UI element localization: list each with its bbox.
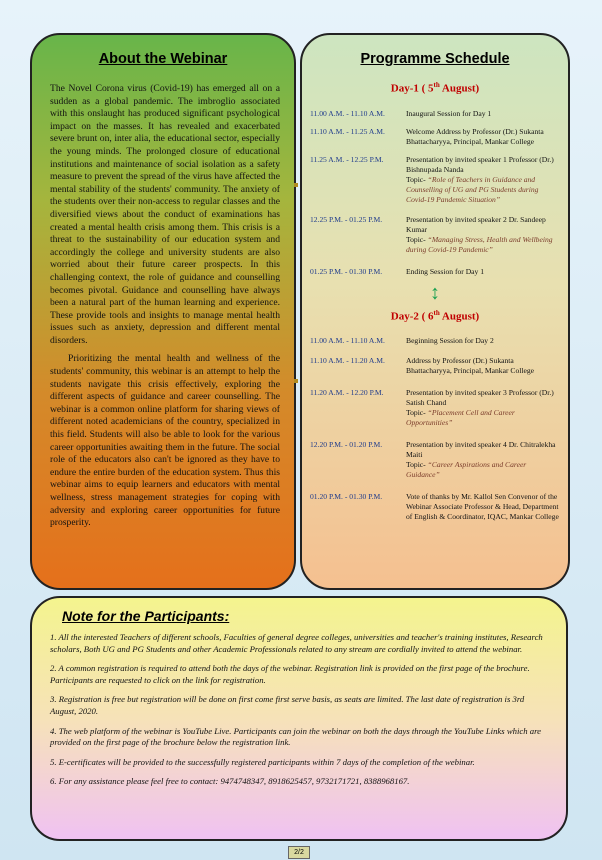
schedule-time: 11.10 A.M. - 11.20 A.M.: [310, 356, 385, 366]
note-item: 3. Registration is free but registration will be done on first come first serve basis, as seats are limited. The last date of registration is 3rd August, 2020.: [50, 694, 525, 716]
schedule-description: [406, 127, 560, 147]
note-item: 5. E-certificates will be provided to the successfully registered participants within 7 days of the completion of the webinar.: [50, 756, 475, 767]
double-arrow-icon: ↕: [430, 281, 440, 304]
schedule-description: [406, 388, 560, 428]
session-text: Ending Session for Day 1: [406, 266, 485, 276]
note-item: 2. A common registration is required to attend both the days of the webinar. Registration link is provided on the first page of the brochure. Participants are requested to click on the link for registration.: [50, 663, 530, 685]
topic-label: Topic-: [406, 408, 428, 418]
schedule-description: [406, 336, 494, 346]
topic-title: “Placement Cell and Career Opportunities”: [406, 408, 515, 428]
notes-title: Note for the Participants:: [62, 608, 230, 624]
session-text: Welcome Address by Professor (Dr.) Sukanta Bhattacharyya, Principal, Mankar College: [406, 126, 544, 146]
schedule-row: [310, 492, 560, 522]
schedule-description: [406, 267, 484, 277]
schedule-time: 11.00 A.M. - 11.10 A.M.: [310, 108, 385, 118]
session-text: Address by Professor (Dr.) Sukanta Bhattacharyya, Principal, Mankar College: [406, 356, 534, 376]
schedule-time: 12.20 P.M. - 01.20 P.M.: [310, 440, 383, 450]
notes-list: [32, 632, 566, 788]
topic-title: “Managing Stress, Health and Wellbeing during Covid-19 Pandemic”: [406, 234, 553, 254]
schedule-time: 11.25 A.M. - 12.25 P.M.: [310, 154, 384, 164]
schedule-row: [310, 155, 560, 205]
day1-heading: Day-1 ( 5th August): [390, 81, 480, 95]
schedule-time: 11.20 A.M. - 12.20 P.M.: [310, 388, 384, 398]
schedule-description: [406, 109, 491, 119]
about-paragraph-2: Prioritizing the mental health and wellness of the students' community, this webinar is an attempt to help the students navigate this crisis effectively, exploring the different aspects of guidance and career counselling. The webinar is a common online platform for sharing views of different noted academicians of the country, specialized in this field. Students will also be able to look for the various career opportunities awaiting them in the future. The social role of the educators also can't be ignored as they have to endure the entire burden of the education system. Thus this webinar aims to equip learners and educators with mental wellness, stress management strategies for coping with adversity and exploring career opportunities for future prosperity.: [50, 353, 280, 529]
schedule-title: Programme Schedule: [360, 51, 510, 67]
note-item: 6. For any assistance please feel free to contact: 9474748347, 8918625457, 9732171721, 8388968167.: [50, 776, 410, 787]
page-number: 2/2: [288, 846, 310, 859]
schedule-row: [310, 267, 560, 277]
participants-note-panel: [30, 596, 568, 841]
day2-schedule-list: [302, 336, 568, 522]
schedule-time: 01.25 P.M. - 01.30 P.M.: [310, 266, 383, 276]
session-text: Presentation by invited speaker 4 Dr. Chitralekha Maiti: [406, 440, 556, 460]
schedule-row: [310, 215, 560, 255]
topic-label: Topic-: [406, 234, 428, 244]
schedule-row: [310, 388, 560, 428]
topic-title: “Role of Teachers in Guidance and Counselling of UG and PG Students during Covid-19 Pandemic Situation”: [406, 174, 539, 204]
schedule-description: [406, 440, 560, 480]
schedule-description: [406, 215, 560, 255]
session-text: Inaugural Session for Day 1: [406, 108, 492, 118]
schedule-description: [406, 356, 560, 376]
session-text: Vote of thanks by Mr. Kallol Sen Convenor of the Webinar Associate Professor & Head, Department of English & Coordinator, IQAC, Mankar College: [406, 492, 559, 522]
session-text: Presentation by invited speaker 3 Professor (Dr.) Satish Chand: [406, 388, 554, 408]
about-title: About the Webinar: [98, 51, 228, 67]
note-item: 1. All the interested Teachers of different schools, Faculties of general degree colleges, universities and teacher's training institutes, Research scholars, Both UG and PG Students and other Academic Professionals related to any stream are cordially invited to attend the webinar.: [50, 632, 543, 654]
about-paragraph-1: The Novel Corona virus (Covid-19) has emerged all on a sudden as a global pandemic. The imbroglio associated with this onslaught has produced significant psychological impact on the masses. It has revealed and exacerbated severe brunt on, inter alia, the educational sector, especially the young minds. The prolonged closure of educational institutions and maintenance of social isolation as a safety measure to prevent the spread of the virus have affected the mental stability of the students' community. The anxiety of the students over their non-access to regular classes and the diversified views about the conduct of examinations has created a mental health crisis among them. This crisis is a threat to the sustainability of our education system and accordingly the college and university students are also worried about their future career prospects. In this challenging context, the role of guidance and counselling becomes pivotal. Guidance and counselling have always been a natural part of the human learning and experience. These provide tools and insights to manage mental health issues such as anxiety, depression and different mental disorders.: [50, 83, 280, 346]
schedule-description: [406, 492, 560, 522]
schedule-time: 01.20 P.M. - 01.30 P.M.: [310, 492, 383, 502]
topic-label: Topic-: [406, 460, 428, 470]
schedule-row: [310, 336, 560, 346]
session-text: Beginning Session for Day 2: [406, 336, 494, 346]
bullet-marker: [294, 183, 298, 187]
session-text: Presentation by invited speaker 2 Dr. Sandeep Kumar: [406, 214, 546, 234]
schedule-description: [406, 155, 560, 205]
programme-schedule-panel: [300, 33, 570, 590]
schedule-time: 12.25 P.M. - 01.25 P.M.: [310, 214, 383, 224]
bullet-marker: [294, 379, 298, 383]
schedule-row: [310, 440, 560, 480]
topic-title: “Career Aspirations and Career Guidance”: [406, 460, 527, 480]
topic-label: Topic-: [406, 174, 428, 184]
schedule-time: 11.10 A.M. - 11.25 A.M.: [310, 126, 385, 136]
session-text: Presentation by invited speaker 1 Professor (Dr.) Bishnupada Nanda: [406, 154, 554, 174]
day2-heading: Day-2 ( 6th August): [390, 308, 480, 323]
day1-schedule-list: [302, 109, 568, 277]
schedule-time: 11.00 A.M. - 11.10 A.M.: [310, 336, 385, 346]
schedule-row: [310, 127, 560, 147]
note-item: 4. The web platform of the webinar is YouTube Live. Participants can join the webinar on both the days through the YouTube Links which are provided on the first page of the brochure below the registration link.: [50, 725, 542, 748]
schedule-row: [310, 109, 560, 119]
about-webinar-panel: [30, 33, 296, 590]
schedule-row: [310, 356, 560, 376]
